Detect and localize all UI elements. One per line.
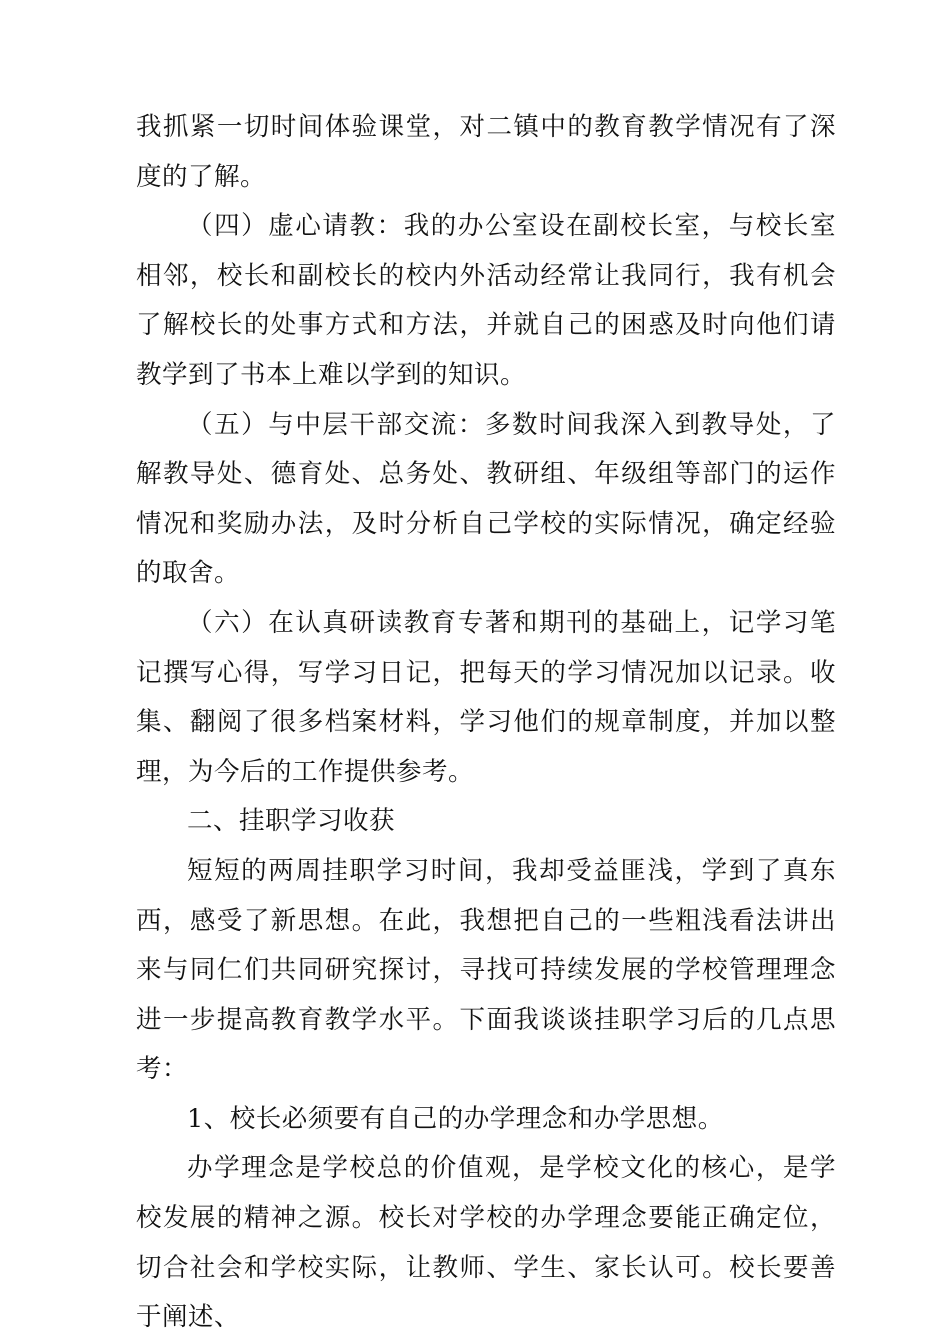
paragraph-1: 我抓紧一切时间体验课堂，对二镇中的教育教学情况有了深度的了解。: [136, 112, 836, 192]
paragraph-6: 短短的两周挂职学习时间，我却受益匪浅，学到了真东西，感受了新思想。在此，我想把自己的一些粗浅看法讲出来与同仁们共同研究探讨，寻找可持续发展的学校管理理念进一步提高教育教学水平。下面我谈谈挂职学习后的几点思考：: [136, 855, 836, 1085]
section-heading-harvest: 二、挂职学习收获: [187, 806, 396, 837]
point-heading-1: 1、校长必须要有自己的办学理念和办学思想。: [187, 1103, 724, 1134]
paragraph-4: （六）在认真研读教育专著和期刊的基础上，记学习笔记撰写心得，写学习日记，把每天的学习情况加以记录。收集、翻阅了很多档案材料，学习他们的规章制度，并加以整理，为今后的工作提供参考。: [136, 607, 836, 787]
paragraph-2: （四）虚心请教：我的办公室设在副校长室，与校长室相邻，校长和副校长的校内外活动经常让我同行，我有机会了解校长的处事方式和方法，并就自己的困惑及时向他们请教学到了书本上难以学到的知识。: [136, 211, 836, 390]
document-body: [136, 103, 836, 1343]
paragraph-8: 办学理念是学校总的价值观，是学校文化的核心，是学校发展的精神之源。校长对学校的办学理念要能正确定位，切合社会和学校实际，让教师、学生、家长认可。校长要善于阐述、: [136, 1153, 836, 1333]
paragraph-3: （五）与中层干部交流：多数时间我深入到教导处，了解教导处、德育处、总务处、教研组、年级组等部门的运作情况和奖励办法，及时分析自己学校的实际情况，确定经验的取舍。: [136, 409, 836, 589]
